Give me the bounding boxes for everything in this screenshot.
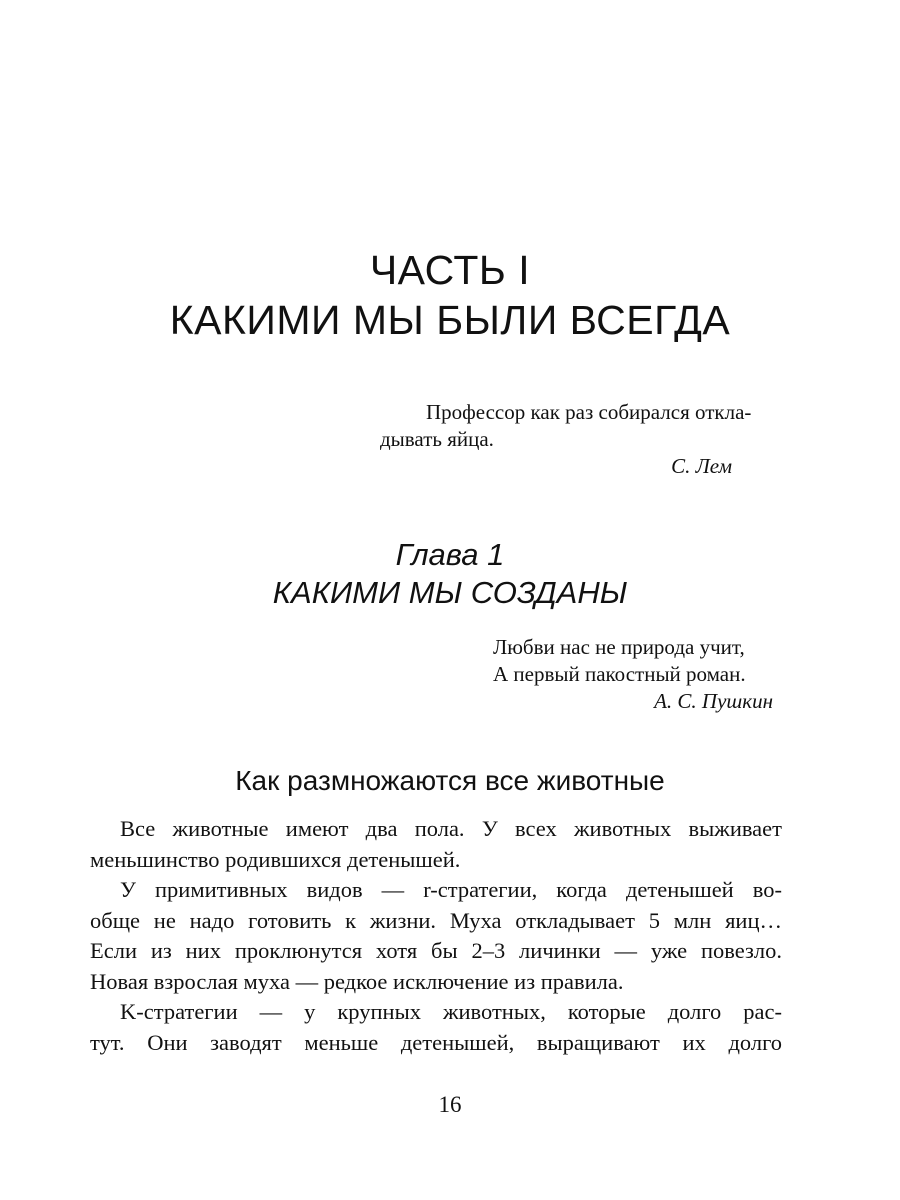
- part-title: [0, 245, 900, 345]
- epigraph-lem: [380, 399, 752, 480]
- text-line: Новая взрослая муха — редкое исключение из правила.: [90, 968, 624, 994]
- epigraph-author: А. С. Пушкин: [654, 689, 773, 713]
- text-line: Все животные имеют два пола. У всех животных выживает: [120, 816, 782, 841]
- page-number: 16: [438, 1092, 462, 1117]
- epigraph-line: Любви нас не природа учит,: [493, 635, 745, 659]
- epigraph-pushkin: [493, 634, 773, 715]
- chapter-title: КАКИМИ МЫ СОЗДАНЫ: [272, 575, 628, 610]
- text-line: Если из них проклюнутся хотя бы 2–3 личинки — уже повезло.: [90, 938, 782, 963]
- body-text: [90, 814, 782, 1058]
- epigraph-line: Профессор как раз собирался откла-: [426, 400, 752, 424]
- text-line: K-стратегии — у крупных животных, которые долго рас-: [120, 999, 782, 1024]
- epigraph-line: дывать яйца.: [380, 427, 494, 451]
- part-name: КАКИМИ МЫ БЫЛИ ВСЕГДА: [169, 297, 731, 343]
- epigraph-author: С. Лем: [671, 454, 732, 478]
- text-line: У примитивных видов — r-стратегии, когда детенышей во-: [120, 877, 782, 902]
- text-line: обще не надо готовить к жизни. Муха откладывает 5 млн яиц…: [90, 907, 782, 933]
- epigraph-line: А первый пакостный роман.: [493, 662, 746, 686]
- section-title: Как размножаются все животные: [235, 765, 665, 796]
- text-line: меньшинство родившихся детенышей.: [90, 846, 461, 872]
- part-number: ЧАСТЬ I: [369, 247, 531, 293]
- chapter-heading: [0, 536, 900, 612]
- text-line: тут. Они заводят меньше детенышей, выращивают их долго: [90, 1029, 782, 1055]
- chapter-label: Глава 1: [395, 537, 505, 572]
